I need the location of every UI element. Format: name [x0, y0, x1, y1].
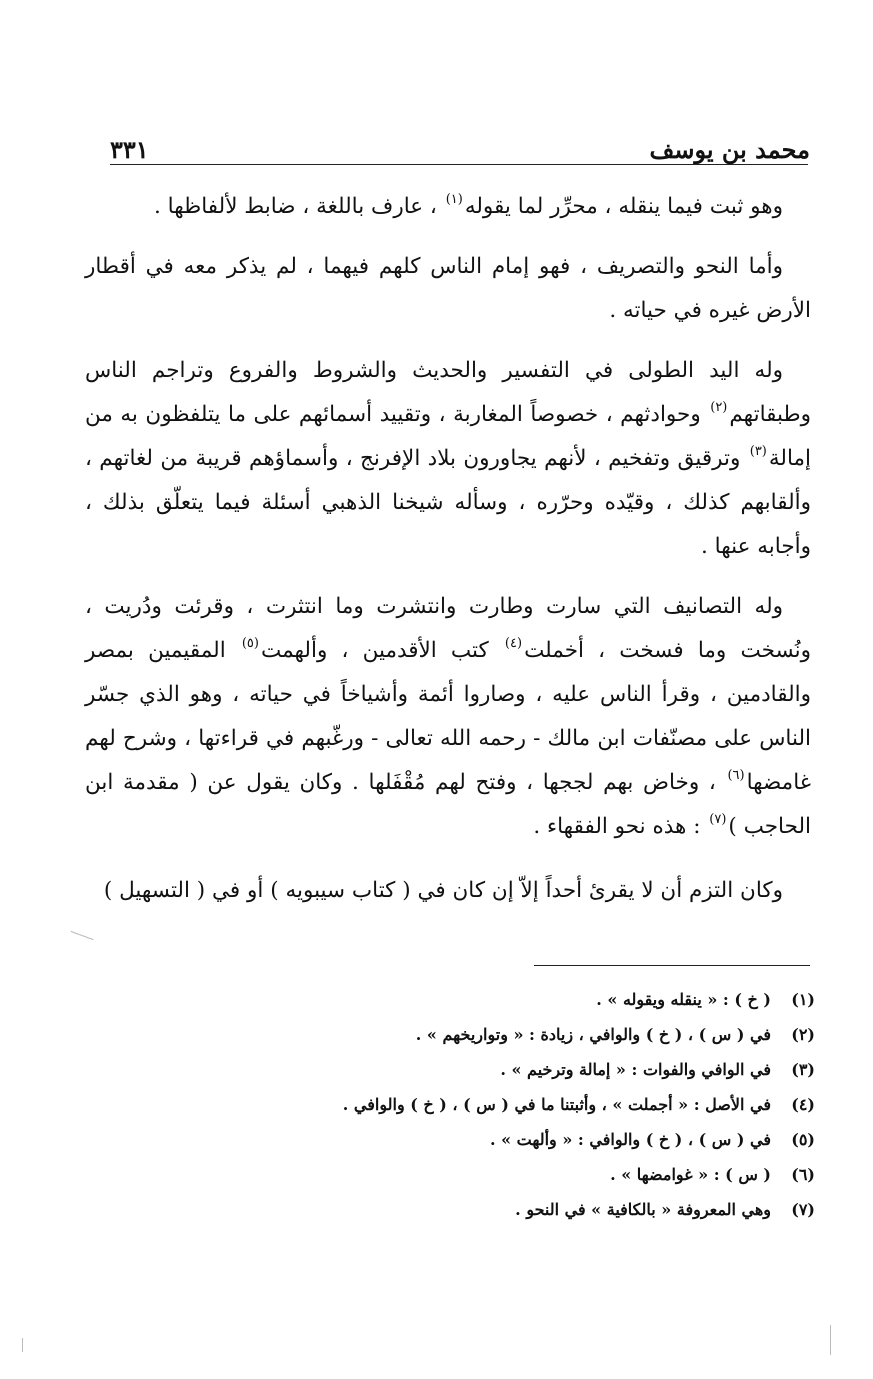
- paragraph-text: كتب الأقدمين ، وألهمت: [260, 638, 503, 663]
- paragraph-2: وأما النحو والتصريف ، فهو إمام الناس كلهم فيهما ، لم يذكر معه في أقطار الأرض غيره في حياته .: [85, 254, 811, 323]
- paragraph-text: وترقيق وتفخيم ، لأنهم يجاورون بلاد الإفرنج ، وأسماؤهم قريبة من لغاتهم ، وألقابهم كذلك ، وقيّده وحرّره ، وسأله شيخنا الذهبي أسئلة فيما يتعلّق بذلك ، وأجابه عنها .: [85, 446, 811, 559]
- footnote-ref-3: (٣): [749, 444, 767, 459]
- footnote-text: ( س ) : « غوامضها » .: [610, 1165, 771, 1184]
- footnote-ref-5: (٥): [241, 636, 259, 651]
- footnote-item: [300, 1157, 815, 1192]
- footnote-number: (٥): [791, 1130, 815, 1149]
- paragraph-text: ، وخاض بهم لججها ، وفتح لهم مُقْفَلها . وكان يقول عن ( مقدمة ابن الحاجب ): [85, 770, 811, 839]
- footnote-text: في ( س ) ، ( خ ) والوافي : « وألهت » .: [489, 1130, 771, 1149]
- footnotes: [300, 982, 815, 1227]
- paragraph-text: وله التصانيف التي سارت وطارت وانتشرت وما انتثرت ، وقرئت ودُريت ، ونُسخت وما فسخت ، أخملت: [85, 594, 811, 663]
- footnote-number: (١): [791, 990, 815, 1009]
- footnote-ref-1: (١): [445, 192, 463, 207]
- scan-speck: [22, 1338, 23, 1352]
- footnote-text: وهي المعروفة « بالكافية » في النحو .: [515, 1200, 771, 1219]
- paragraph-text: وحوادثهم ، خصوصاً المغاربة ، وتقييد أسمائهم على ما يتلفظون به من إمالة: [85, 402, 811, 471]
- paragraph-text: المقيمين بمصر والقادمين ، وقرأ الناس عليه ، وصاروا أئمة وأشياخاً في حياته ، وهو الذي جسّر الناس على مصنّفات ابن مالك - رحمه الله تعالى - ورغّبهم في قراءتها ، وشرح لهم غامضها: [85, 638, 811, 795]
- footnote-number: (٤): [791, 1095, 815, 1114]
- footnote-text: ( خ ) : « ينقله ويقوله » .: [596, 990, 771, 1009]
- paragraph-3: [85, 349, 811, 569]
- footnote-ref-2: (٢): [710, 400, 728, 415]
- footnote-item: [300, 1087, 815, 1122]
- footnote-text: في ( س ) ، ( خ ) والوافي ، زيادة : « وتواريخهم » .: [415, 1025, 771, 1044]
- paragraph-text: وله اليد الطولى في التفسير والحديث والشروط والفروع وتراجم الناس وطبقاتهم: [85, 358, 811, 427]
- footnote-text: في الأصل : « أجملت » ، وأثبتنا ما في ( س ) ، ( خ ) والوافي .: [342, 1095, 771, 1114]
- paragraph-text: ، عارف باللغة ، ضابط لألفاظها .: [153, 194, 444, 219]
- footnote-ref-6: (٦): [727, 768, 745, 783]
- main-text: [85, 185, 811, 929]
- footnote-number: (٢): [791, 1025, 815, 1044]
- footnote-text: في الوافي والفوات : « إمالة وترخيم » .: [500, 1060, 771, 1079]
- scan-speck: [71, 931, 94, 940]
- footnote-number: (٦): [791, 1165, 815, 1184]
- scan-speck: [830, 1325, 831, 1355]
- paragraph-4: [85, 585, 811, 849]
- footnote-item: [300, 1052, 815, 1087]
- footnote-item: [300, 982, 815, 1017]
- footnote-item: [300, 1192, 815, 1227]
- footnote-item: [300, 1122, 815, 1157]
- running-header: [110, 126, 810, 164]
- paragraph-1: [85, 185, 811, 229]
- footnote-item: [300, 1017, 815, 1052]
- footnote-ref-4: (٤): [504, 636, 523, 651]
- footnote-number: (٣): [791, 1060, 815, 1079]
- footnote-separator: [534, 965, 810, 966]
- paragraph-text: : هذه نحو الفقهاء .: [533, 814, 708, 839]
- page-number: ٣٣١: [110, 135, 149, 164]
- footnote-ref-7: (٧): [709, 812, 727, 827]
- header-title: محمد بن يوسف: [649, 135, 810, 164]
- paragraph-text: وهو ثبت فيما ينقله ، محرِّر لما يقوله: [464, 194, 783, 219]
- paragraph-5: وكان التزم أن لا يقرئ أحداً إلاّ إن كان في ( كتاب سيبويه ) أو في ( التسهيل ): [103, 878, 783, 903]
- header-rule: [110, 164, 808, 165]
- footnote-number: (٧): [791, 1200, 815, 1219]
